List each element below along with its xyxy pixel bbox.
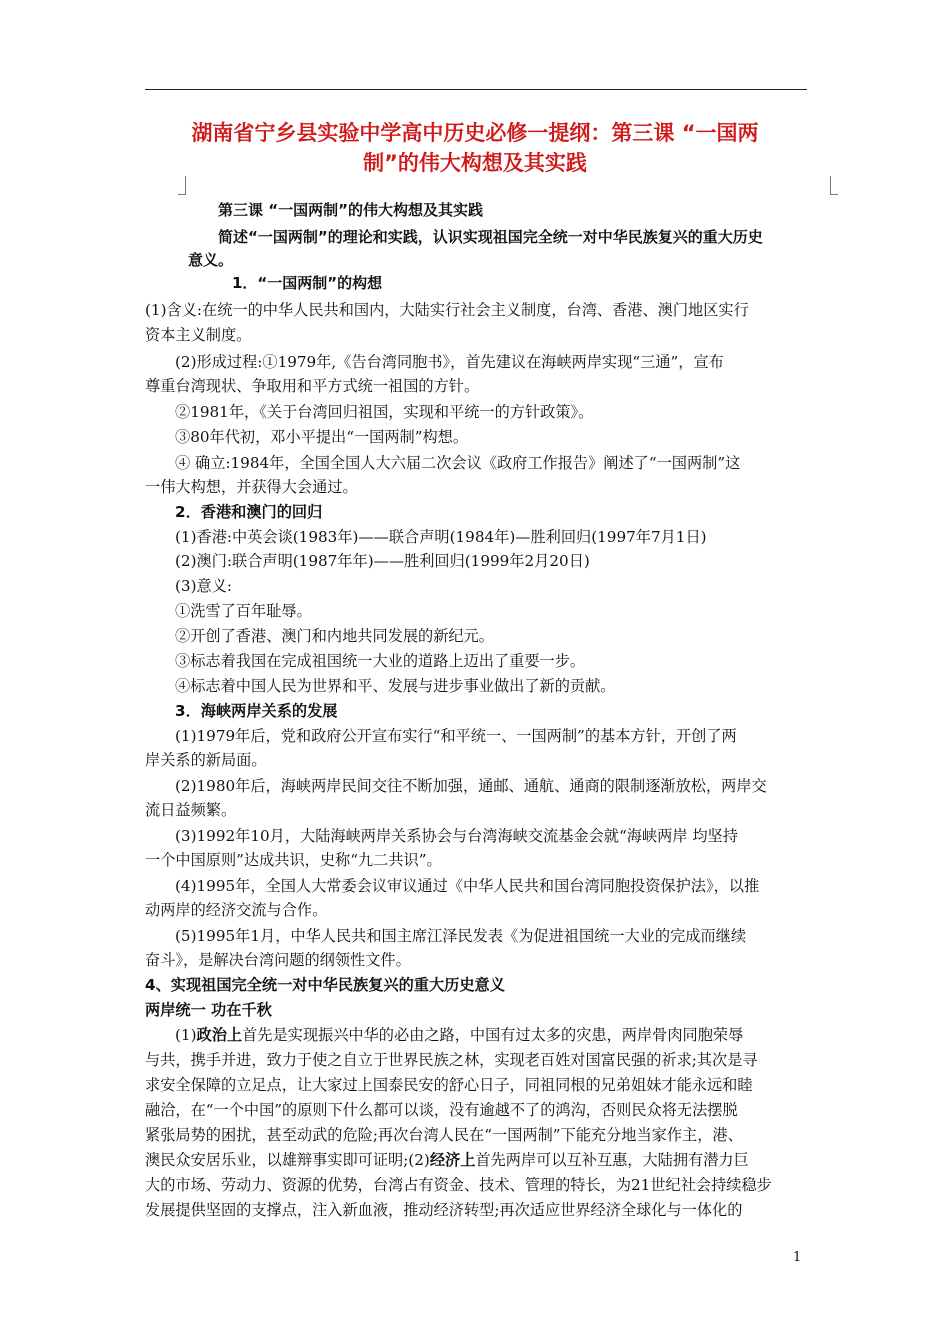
- s4-line-6-text: 首先两岸可以互补互惠，大陆拥有潜力巨: [475, 1151, 749, 1169]
- requirement-line-2: 意义。: [188, 251, 234, 269]
- section-3-heading: 3．海峡两岸关系的发展: [175, 702, 338, 720]
- s4-line-1-prefix: (1): [175, 1026, 197, 1044]
- s4-line-1-text: 首先是实现振兴中华的必由之路，中国有过太多的灾患，两岸骨肉同胞荣辱: [242, 1026, 744, 1044]
- s2-line-7: ④标志着中国人民为世界和平、发展与进步事业做出了新的贡献。: [175, 677, 616, 695]
- lesson-heading: 第三课 “一国两制”的伟大构想及其实践: [218, 201, 483, 219]
- title-line-2: 制”的伟大构想及其实践: [363, 151, 587, 175]
- s1-line-4: 尊重台湾现状、争取用和平方式统一祖国的方针。: [145, 377, 480, 395]
- margin-corner-right: [830, 176, 838, 195]
- s1-line-5: ②1981年，《关于台湾回归祖国，实现和平统一的方针政策》。: [175, 403, 594, 421]
- s4-line-7: 大的市场、劳动力、资源的优势，台湾占有资金、技术、管理的特长，为21世纪社会持续稳步: [145, 1176, 772, 1194]
- s2-line-1: (1)香港:中英会谈(1983年)——联合声明(1984年)—胜利回归(1997年7月1日): [175, 528, 707, 546]
- page-number: 1: [793, 1250, 802, 1265]
- s1-line-6: ③80年代初，邓小平提出“一国两制”构想。: [175, 428, 469, 446]
- s4-line-8: 发展提供坚固的支撑点，注入新血液，推动经济转型;再次适应世界经济全球化与一体化的: [145, 1201, 743, 1219]
- title-line-1: 湖南省宁乡县实验中学高中历史必修一提纲：第三课 “一国两: [191, 121, 759, 145]
- s1-line-1: (1)含义:在统一的中华人民共和国内，大陆实行社会主义制度，台湾、香港、澳门地区实行: [145, 301, 749, 319]
- s1-line-2: 资本主义制度。: [145, 326, 252, 344]
- section-4-subheading: 两岸统一 功在千秋: [145, 1001, 272, 1019]
- s3-line-10: 奋斗》，是解决台湾问题的纲领性文件。: [145, 951, 411, 969]
- s4-line-2: 与共，携手并进，致力于使之自立于世界民族之林，实现老百姓对国富民强的祈求;其次是寻: [145, 1051, 758, 1069]
- s3-line-9: (5)1995年1月，中华人民共和国主席江泽民发表《为促进祖国统一大业的完成而继续: [175, 927, 747, 945]
- s3-line-8: 动两岸的经济交流与合作。: [145, 901, 328, 919]
- s4-line-6-prefix: 澳民众安居乐业，以雄辩事实即可证明;(2): [145, 1151, 430, 1169]
- requirement-line-1: 简述“一国两制”的理论和实践，认识实现祖国完全统一对中华民族复兴的重大历史: [218, 228, 763, 246]
- s4-line-4: 融洽，在“一个中国”的原则下什么都可以谈，没有逾越不了的鸿沟，否则民众将无法摆脱: [145, 1101, 738, 1119]
- s1-line-7: ④ 确立:1984年，全国全国人大六届二次会议《政府工作报告》阐述了“一国两制”这: [175, 454, 741, 472]
- s3-line-5: (3)1992年10月，大陆海峡两岸关系协会与台湾海峡交流基金会就“海峡两岸 均坚持: [175, 827, 738, 845]
- s3-line-6: 一个中国原则”达成共识，史称“九二共识”。: [145, 851, 442, 869]
- s2-line-6: ③标志着我国在完成祖国统一大业的道路上迈出了重要一步。: [175, 652, 586, 670]
- section-1-heading: 1．“一国两制”的构想: [232, 274, 383, 292]
- section-2-heading: 2．香港和澳门的回归: [175, 503, 323, 521]
- s4-line-1: [175, 1025, 743, 1045]
- s2-line-3: (3)意义:: [175, 577, 233, 595]
- s4-politics-label: 政治上: [196, 1026, 243, 1044]
- s4-line-6: [145, 1150, 749, 1170]
- s4-economy-label: 经济上: [429, 1151, 476, 1169]
- s3-line-3: (2)1980年后，海峡两岸民间交往不断加强，通邮、通航、通商的限制逐渐放松，两岸交: [175, 777, 767, 795]
- s4-line-3: 求安全保障的立足点，让大家过上国泰民安的舒心日子，同祖同根的兄弟姐妹才能永远和睦: [145, 1076, 753, 1094]
- s2-line-2: (2)澳门:联合声明(1987年年)——胜利回归(1999年2月20日): [175, 552, 590, 570]
- s3-line-2: 岸关系的新局面。: [145, 751, 267, 769]
- s4-line-5: 紧张局势的困扰，甚至动武的危险;再次台湾人民在“一国两制”下能充分地当家作主，港、: [145, 1126, 743, 1144]
- s1-line-8: 一伟大构想，并获得大会通过。: [145, 478, 358, 496]
- margin-corner-left: [178, 176, 186, 195]
- header-rule: [145, 89, 807, 90]
- s2-line-4: ①洗雪了百年耻辱。: [175, 602, 312, 620]
- s2-line-5: ②开创了香港、澳门和内地共同发展的新纪元。: [175, 627, 494, 645]
- section-4-heading: 4、实现祖国完全统一对中华民族复兴的重大历史意义: [145, 976, 505, 994]
- s3-line-7: (4)1995年，全国人大常委会议审议通过《中华人民共和国台湾同胞投资保护法》，以推: [175, 877, 760, 895]
- s3-line-1: (1)1979年后，党和政府公开宣布实行“和平统一、一国两制”的基本方针，开创了两: [175, 727, 737, 745]
- document-title: [140, 118, 810, 178]
- s3-line-4: 流日益频繁。: [145, 801, 237, 819]
- s1-line-3: (2)形成过程:①1979年,《告台湾同胞书》，首先建议在海峡两岸实现“三通”，宣布: [175, 353, 724, 371]
